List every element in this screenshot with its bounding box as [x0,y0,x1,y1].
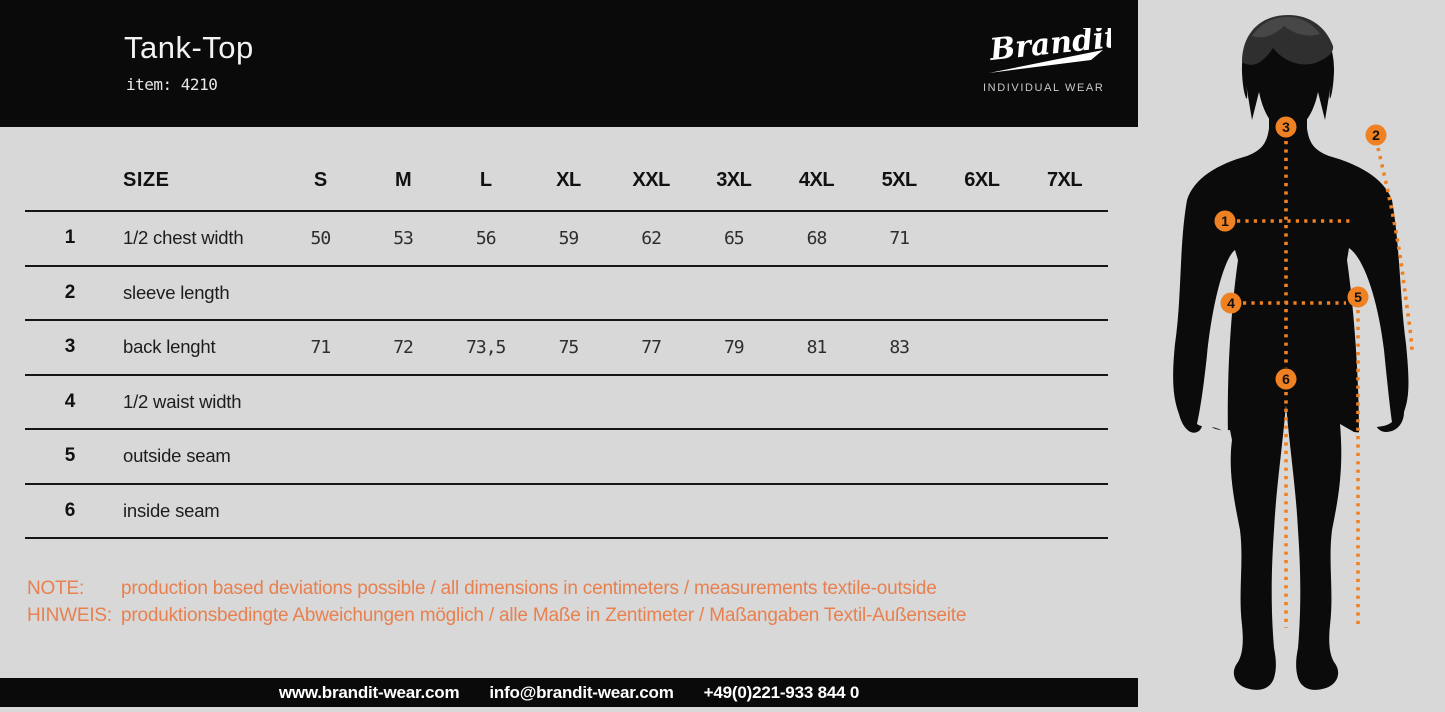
size-col-L: L [479,168,492,191]
value-cell [610,456,693,457]
marker-1-number: 1 [1221,213,1229,229]
value-cell [858,456,941,457]
value-cell [527,456,610,457]
value-cell [1023,456,1106,457]
value-cell [444,456,527,457]
value-cell [527,401,610,402]
value-cell: 71 [889,227,909,249]
value-cell [692,401,775,402]
hinweis-label: HINWEIS: [27,605,112,626]
value-cell: 71 [310,336,331,358]
value-cell: 75 [558,336,579,358]
value-cell [858,510,941,511]
row-label: 1/2 chest width [123,227,244,249]
marker-2-number: 2 [1372,127,1380,143]
marker-4-number: 4 [1227,295,1235,311]
brand-name-text: Brandit [988,28,1111,68]
body-silhouette-figure [1138,0,1445,707]
note-label: NOTE: [27,578,85,599]
footer-phone: +49(0)221-933 844 0 [703,682,860,702]
value-cell: 56 [475,227,496,249]
footer-website: www.brandit-wear.com [278,682,460,702]
brandit-script-logo [983,28,1111,76]
value-cell [279,510,362,511]
value-cell: 72 [393,336,413,358]
item-number: item: 4210 [126,75,218,94]
row-number: 6 [64,499,76,521]
figure-panel [1138,0,1445,707]
value-cell: 62 [641,227,661,249]
size-col-S: S [313,168,327,191]
value-cell [1023,401,1106,402]
value-cell [362,456,445,457]
marker-5 [1348,287,1369,308]
row-label: inside seam [123,499,220,521]
size-col-5XL: 5XL [881,168,917,191]
value-cell [1023,238,1106,239]
value-cell [279,401,362,402]
value-cell [362,401,445,402]
value-cell [444,401,527,402]
marker-3 [1276,117,1297,138]
notes-block [27,578,966,627]
value-cell: 79 [723,336,744,358]
table-row [25,485,1108,540]
value-cell [941,238,1024,239]
size-table-body [25,212,1108,539]
size-col-M: M [394,168,412,191]
value-cell: 68 [806,227,827,249]
size-col-3XL: 3XL [716,168,752,191]
row-label: outside seam [123,445,231,467]
hinweis-text: produktionsbedingte Abweichungen möglich / alle Maße in Zentimeter / Maßangaben Textil-Außenseite [121,605,967,626]
value-cell [941,292,1024,293]
value-cell [1023,292,1106,293]
value-cell [610,292,693,293]
value-cell [444,510,527,511]
table-row [25,212,1108,267]
size-col-6XL: 6XL [964,168,1000,191]
marker-6 [1276,369,1297,390]
table-row [25,376,1108,431]
table-row [25,430,1108,485]
marker-1 [1215,211,1236,232]
value-cell [1023,510,1106,511]
value-cell [1023,347,1106,348]
value-cell [692,510,775,511]
value-cell [527,510,610,511]
row-label: sleeve length [123,281,230,303]
row-number: 1 [64,227,76,249]
row-number: 3 [64,336,76,358]
value-cell: 65 [723,227,744,249]
size-col-7XL: 7XL [1046,168,1083,191]
value-cell [279,292,362,293]
value-cell [527,292,610,293]
value-cell [610,510,693,511]
row-label: back lenght [123,336,216,358]
value-cell: 81 [806,336,827,358]
value-cell [775,292,858,293]
value-cell [858,401,941,402]
size-col-XXL: XXL [632,168,670,191]
marker-2 [1366,125,1387,146]
page-title: Tank-Top [124,30,254,65]
header-bar [0,0,1138,127]
footer-email: info@brandit-wear.com [489,682,674,702]
value-cell [692,292,775,293]
value-cell [941,347,1024,348]
value-cell [775,510,858,511]
value-cell: 83 [889,336,909,358]
size-col-XL: XL [556,168,581,191]
value-cell [941,401,1024,402]
size-header-label: SIZE [123,168,170,191]
value-cell: 77 [641,336,661,358]
row-number: 5 [64,445,76,467]
marker-4 [1221,293,1242,314]
size-header-row [25,150,1108,212]
brand-tagline: INDIVIDUAL WEAR [983,82,1105,94]
size-table [25,150,1108,539]
value-cell [941,456,1024,457]
value-cell [444,292,527,293]
value-cell [775,401,858,402]
corner-cell [25,180,115,181]
value-cell [279,456,362,457]
value-cell [362,510,445,511]
footer-bar [0,678,1138,707]
marker-5-number: 5 [1354,289,1362,305]
value-cell [858,292,941,293]
value-cell [775,456,858,457]
table-row [25,267,1108,322]
value-cell [941,510,1024,511]
row-label: 1/2 waist width [123,390,242,412]
row-number: 2 [64,281,76,303]
table-row [25,321,1108,376]
value-cell: 73,5 [466,336,506,358]
brand-logo [983,28,1113,94]
value-cell: 50 [310,227,331,249]
marker-6-number: 6 [1282,371,1290,387]
value-cell [610,401,693,402]
value-cell: 59 [558,227,579,249]
marker-3-number: 3 [1282,119,1290,135]
value-cell [692,456,775,457]
value-cell: 53 [393,227,413,249]
size-col-4XL: 4XL [798,168,835,191]
value-cell [362,292,445,293]
row-number: 4 [64,390,76,412]
note-text: production based deviations possible / all dimensions in centimeters / measurements textile-outside [121,578,937,599]
